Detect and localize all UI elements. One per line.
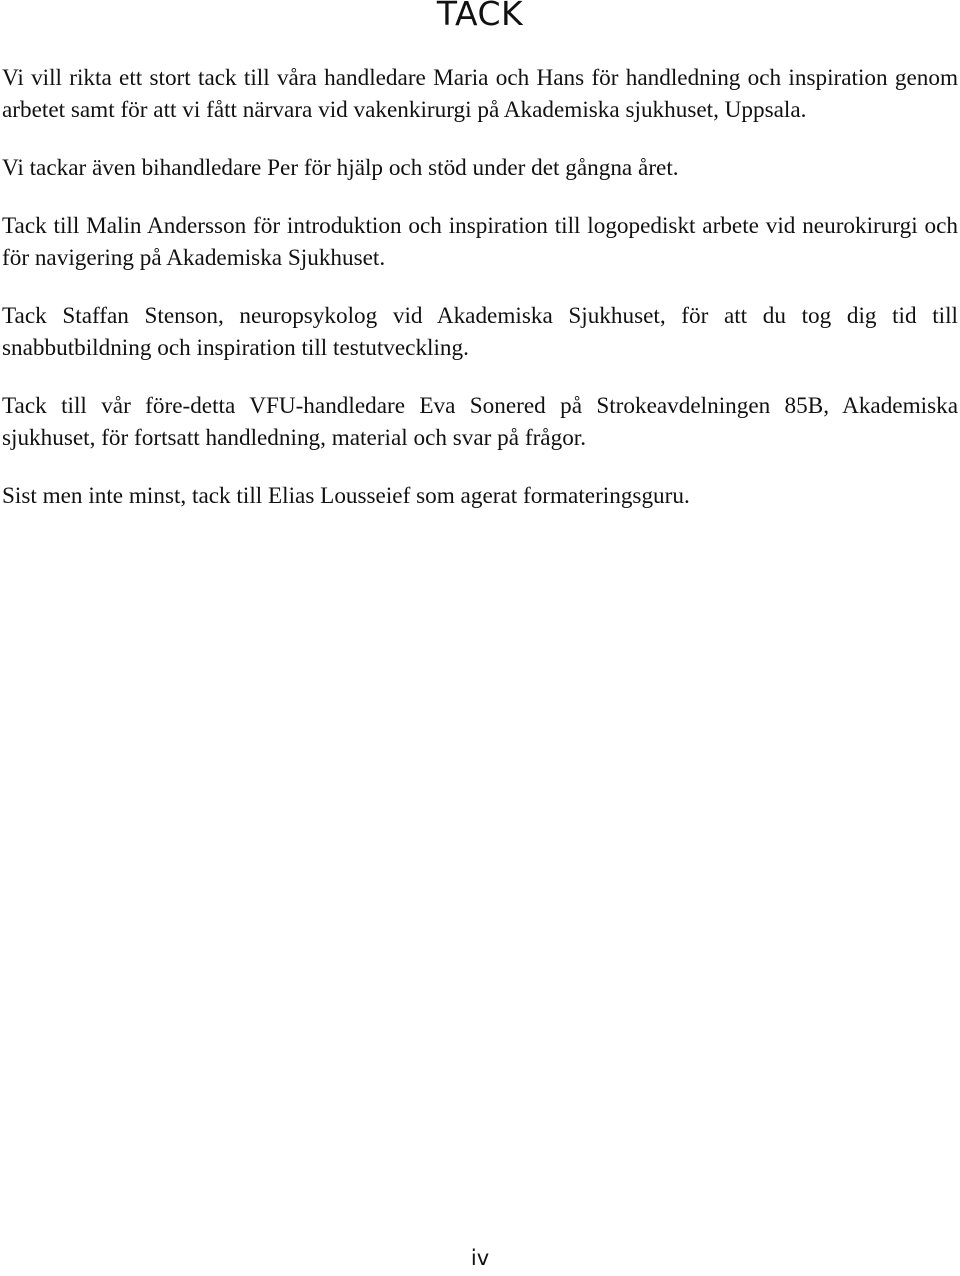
paragraph-staffan: Tack Staffan Stenson, neuropsykolog vid Akademiska Sjukhuset, för att du tog dig tid till snabbutbildning och inspiration till testutveckling. xyxy=(2,303,958,361)
acknowledgements-body xyxy=(2,62,958,538)
page-title: TACK xyxy=(436,0,524,33)
paragraph-malin: Tack till Malin Andersson för introduktion och inspiration till logopediskt arbete vid neurokirurgi och för navigering på Akademiska Sjukhuset. xyxy=(2,213,958,271)
page-number: iv xyxy=(470,1246,490,1270)
paragraph-elias: Sist men inte minst, tack till Elias Lousseief som agerat formateringsguru. xyxy=(2,483,690,509)
paragraph-co-supervisor: Vi tackar även bihandledare Per för hjälp och stöd under det gångna året. xyxy=(2,155,679,181)
paragraph-eva: Tack till vår före-detta VFU-handledare Eva Sonered på Strokeavdelningen 85B, Akademiska sjukhuset, för fortsatt handledning, material och svar på frågor. xyxy=(2,393,958,451)
paragraph-supervisors: Vi vill rikta ett stort tack till våra handledare Maria och Hans för handledning och inspiration genom arbetet samt för att vi fått närvara vid vakenkirurgi på Akademiska sjukhuset, Uppsala. xyxy=(2,65,958,123)
